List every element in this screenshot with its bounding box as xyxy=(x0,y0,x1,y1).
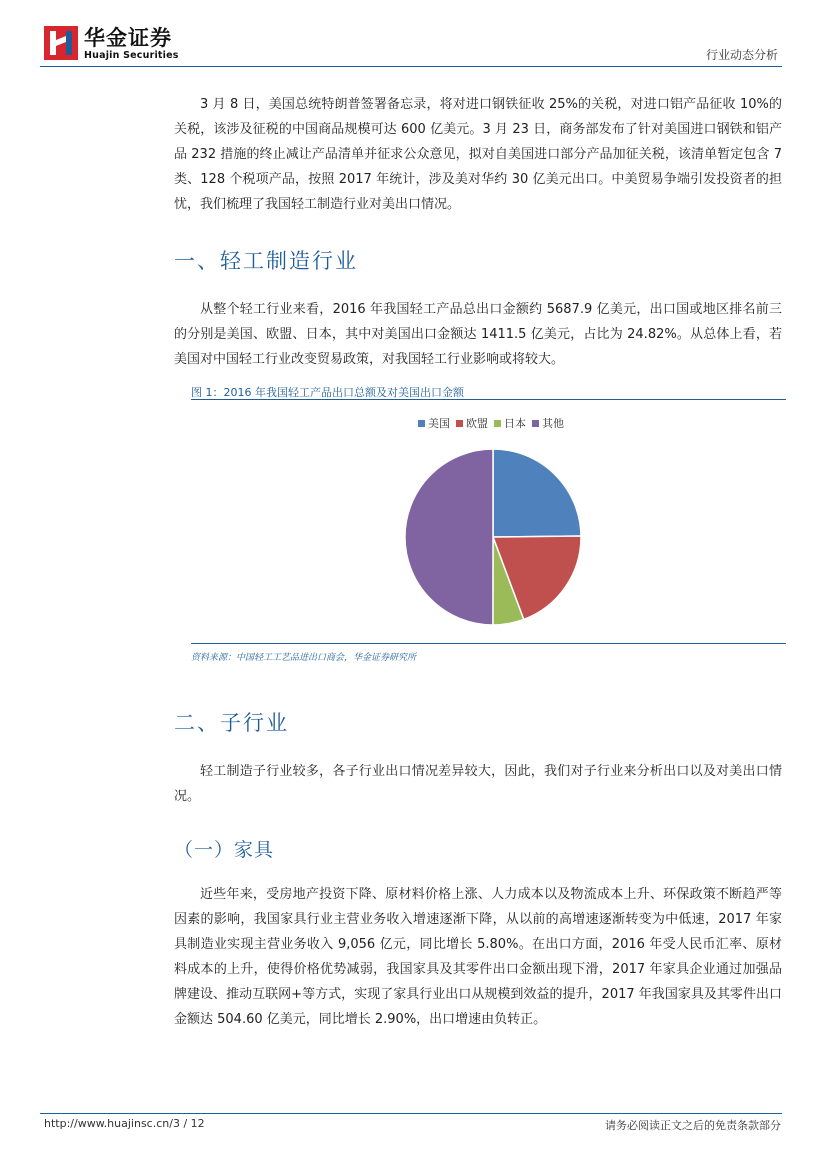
light-industry-paragraph: 从整个轻工行业来看，2016 年我国轻工产品总出口金额约 5687.9 亿美元，出口国或地区排名前三的分别是美国、欧盟、日本，其中对美国出口金额达 1411.5 亿美元，占比为 24.82%。从总体上看，若美国对中国轻工行业改变贸易政策，对我国轻工行业影响或将较大。 xyxy=(174,302,782,367)
sub-industry-paragraph: 轻工制造子行业较多，各子行业出口情况差异较大，因此，我们对子行业来分析出口以及对美出口情况。 xyxy=(174,764,782,804)
export-pie-chart xyxy=(400,444,586,630)
intro-paragraph: 3 月 8 日，美国总统特朗普签署备忘录，将对进口钢铁征收 25%的关税，对进口铝产品征收 10%的关税，该涉及征税的中国商品规模可达 600 亿美元。3 月 23 日，商务部发布了针对美国进口钢铁和铝产品 232 措施的终止减让产品清单并征求公众意见，拟对自美国进口部分产品加征关税，该清单暂定包含 7 类、128 个税项产品，按照 2017 年统计，涉及美对华约 30 亿美元出口。中美贸易争端引发投资者的担忧，我们梳理了我国轻工制造行业对美出口情况。 xyxy=(174,97,782,212)
legend-swatch xyxy=(494,420,501,427)
brand-name-cn: 华金证券 xyxy=(84,26,172,50)
figure-top-rule xyxy=(191,399,786,400)
legend-label: 日本 xyxy=(504,417,526,430)
legend-item-us xyxy=(418,415,450,431)
report-type: 行业动态分析 xyxy=(705,48,778,62)
legend-item-eu xyxy=(456,415,488,431)
brand-name xyxy=(84,26,179,61)
header-divider xyxy=(40,66,782,67)
legend-swatch xyxy=(532,420,539,427)
brand-logo xyxy=(44,26,179,61)
figure-source: 资料来源：中国轻工工艺品进出口商会，华金证券研究所 xyxy=(191,653,417,663)
section-title-light-industry: 一、轻工制造行业 xyxy=(174,249,358,273)
legend-label: 其他 xyxy=(542,417,564,430)
legend-swatch xyxy=(418,420,425,427)
pie-slice-other xyxy=(405,449,493,625)
subsection-title-furniture: （一）家具 xyxy=(174,839,275,861)
footer-page-number: 3 / 12 xyxy=(172,1117,205,1130)
brand-logo-icon xyxy=(44,26,78,60)
brand-name-en: Huajin Securities xyxy=(84,50,179,61)
pie-slice-us xyxy=(493,449,581,537)
section2-content xyxy=(174,707,782,1032)
section-title-sub-industry: 二、子行业 xyxy=(174,711,289,735)
figure-bottom-rule xyxy=(191,643,786,644)
chart-legend xyxy=(418,415,570,431)
legend-swatch xyxy=(456,420,463,427)
legend-label: 美国 xyxy=(428,417,450,430)
footer-url-page xyxy=(44,1117,205,1130)
page-header xyxy=(40,26,782,68)
footer-disclaimer: 请务必阅读正文之后的免责条款部分 xyxy=(605,1119,781,1132)
furniture-paragraph: 近些年来，受房地产投资下降、原材料价格上涨、人力成本以及物流成本上升、环保政策不断趋严等因素的影响，我国家具行业主营业务收入增速逐渐下降，从以前的高增速逐渐转变为中低速，2017 年家具制造业实现主营业务收入 9,056 亿元，同比增长 5.80%。在出口方面，2016 年受人民币汇率、原材料成本的上升，使得价格优势减弱，我国家具及其零件出口金额出现下滑，2017 年家具企业通过加强品牌建设、推动互联网+等方式，实现了家具行业出口从规模到效益的提升，2017 年我国家具及其零件出口金额达 504.60 亿美元，同比增长 2.90%，出口增速由负转正。 xyxy=(174,887,782,1027)
legend-label: 欧盟 xyxy=(466,417,488,430)
figure-title: 图 1：2016 年我国轻工产品出口总额及对美国出口金额 xyxy=(191,386,464,399)
main-content xyxy=(174,90,782,372)
legend-item-other xyxy=(532,415,564,431)
footer-url[interactable]: http://www.huajinsc.cn/ xyxy=(44,1117,173,1130)
legend-item-japan xyxy=(494,415,526,431)
footer-divider xyxy=(40,1113,782,1114)
